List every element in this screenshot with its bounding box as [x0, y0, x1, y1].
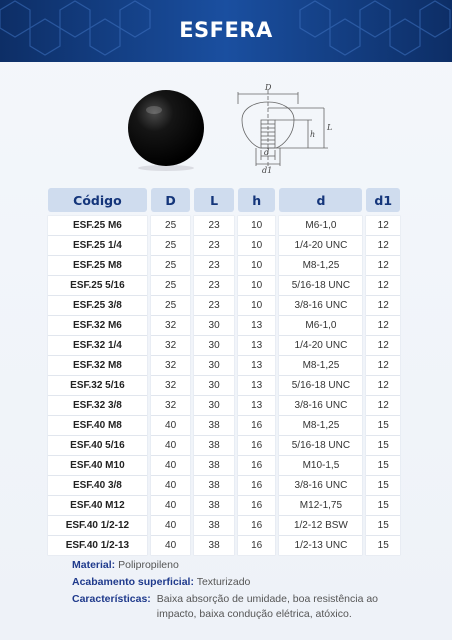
cell-d: 3/8-16 UNC	[279, 296, 362, 315]
cell-L: 38	[194, 436, 234, 455]
cell-d1: 12	[366, 316, 400, 335]
cell-d1: 12	[366, 296, 400, 315]
cell-d1: 12	[366, 336, 400, 355]
cell-d1: 15	[366, 536, 400, 555]
cell-D: 25	[151, 216, 191, 235]
cell-h: 10	[238, 276, 276, 295]
cell-h: 10	[238, 236, 276, 255]
cell-h: 13	[238, 316, 276, 335]
cell-codigo: ESF.32 1/4	[48, 336, 147, 355]
cell-codigo: ESF.32 5/16	[48, 376, 147, 395]
cell-d1: 12	[366, 236, 400, 255]
cell-L: 30	[194, 376, 234, 395]
cell-d1: 12	[366, 356, 400, 375]
cell-D: 32	[151, 376, 191, 395]
cell-d: M10-1,5	[279, 456, 362, 475]
cell-d: 5/16-18 UNC	[279, 276, 362, 295]
table-row	[48, 456, 400, 475]
table-row	[48, 236, 400, 255]
material-value: Polipropileno	[118, 559, 179, 571]
table-row	[48, 356, 400, 375]
cell-L: 38	[194, 476, 234, 495]
cell-codigo: ESF.25 1/4	[48, 236, 147, 255]
table-row	[48, 536, 400, 555]
cell-d1: 12	[366, 276, 400, 295]
table-row	[48, 476, 400, 495]
cell-d1: 12	[366, 216, 400, 235]
cell-codigo: ESF.40 M8	[48, 416, 147, 435]
technical-drawing	[232, 80, 352, 174]
cell-d: M12-1,75	[279, 496, 362, 515]
cell-h: 16	[238, 456, 276, 475]
table-row	[48, 416, 400, 435]
cell-codigo: ESF.25 5/16	[48, 276, 147, 295]
cell-d: 1/2-12 BSW	[279, 516, 362, 535]
cell-h: 10	[238, 256, 276, 275]
cell-D: 40	[151, 476, 191, 495]
cell-D: 40	[151, 456, 191, 475]
cell-h: 10	[238, 216, 276, 235]
cell-D: 40	[151, 536, 191, 555]
cell-d1: 12	[366, 376, 400, 395]
sphere-knob-image	[124, 88, 208, 172]
col-header-L: L	[194, 188, 234, 212]
cell-h: 10	[238, 296, 276, 315]
cell-L: 38	[194, 496, 234, 515]
table-row	[48, 276, 400, 295]
cell-h: 16	[238, 416, 276, 435]
cell-D: 32	[151, 356, 191, 375]
table-row	[48, 256, 400, 275]
label-L: L	[327, 123, 333, 132]
cell-h: 13	[238, 396, 276, 415]
cell-codigo: ESF.25 M8	[48, 256, 147, 275]
cell-d: 1/4-20 UNC	[279, 236, 362, 255]
col-header-h: h	[238, 188, 276, 212]
page-title: ESFERA	[179, 18, 273, 42]
finish-value: Texturizado	[196, 576, 251, 588]
cell-L: 38	[194, 516, 234, 535]
cell-d1: 15	[366, 516, 400, 535]
table-row	[48, 216, 400, 235]
cell-L: 38	[194, 456, 234, 475]
cell-d1: 15	[366, 476, 400, 495]
specs-table	[48, 188, 400, 556]
table-row	[48, 336, 400, 355]
cell-D: 32	[151, 316, 191, 335]
col-header-d1: d1	[366, 188, 400, 212]
cell-d: 3/8-16 UNC	[279, 396, 362, 415]
cell-L: 38	[194, 536, 234, 555]
cell-D: 32	[151, 396, 191, 415]
label-h: h	[310, 130, 316, 139]
cell-L: 30	[194, 336, 234, 355]
cell-h: 16	[238, 536, 276, 555]
cell-d1: 15	[366, 496, 400, 515]
cell-d: 1/4-20 UNC	[279, 336, 362, 355]
cell-codigo: ESF.25 M6	[48, 216, 147, 235]
cell-d: M8-1,25	[279, 356, 362, 375]
table-row	[48, 436, 400, 455]
cell-D: 32	[151, 336, 191, 355]
table-header	[48, 188, 400, 212]
cell-L: 30	[194, 316, 234, 335]
cell-d1: 15	[366, 456, 400, 475]
cell-codigo: ESF.32 3/8	[48, 396, 147, 415]
col-header-codigo: Código	[48, 188, 147, 212]
cell-h: 13	[238, 356, 276, 375]
table-row	[48, 296, 400, 315]
cell-D: 40	[151, 496, 191, 515]
label-D: D	[265, 83, 272, 92]
cell-L: 23	[194, 296, 234, 315]
material-info	[72, 558, 402, 624]
cell-h: 13	[238, 376, 276, 395]
cell-h: 16	[238, 516, 276, 535]
col-header-d: d	[279, 188, 362, 212]
table-body	[48, 216, 400, 555]
cell-d1: 12	[366, 396, 400, 415]
cell-d: M8-1,25	[279, 416, 362, 435]
cell-codigo: ESF.40 5/16	[48, 436, 147, 455]
cell-L: 23	[194, 256, 234, 275]
table-row	[48, 396, 400, 415]
finish-label: Acabamento superficial:	[72, 576, 194, 588]
cell-d: M6-1,0	[279, 316, 362, 335]
material-label: Material:	[72, 559, 116, 571]
table-row	[48, 496, 400, 515]
cell-L: 38	[194, 416, 234, 435]
cell-codigo: ESF.40 1/2-13	[48, 536, 147, 555]
cell-d1: 15	[366, 416, 400, 435]
cell-codigo: ESF.40 M10	[48, 456, 147, 475]
cell-L: 30	[194, 396, 234, 415]
cell-D: 40	[151, 516, 191, 535]
cell-d: 5/16-18 UNC	[279, 376, 362, 395]
cell-d: M8-1,25	[279, 256, 362, 275]
cell-L: 23	[194, 236, 234, 255]
label-d1: d1	[262, 166, 273, 174]
cell-L: 23	[194, 216, 234, 235]
label-d: d	[264, 148, 270, 157]
cell-d: 5/16-18 UNC	[279, 436, 362, 455]
table-row	[48, 316, 400, 335]
cell-L: 30	[194, 356, 234, 375]
cell-d: 1/2-13 UNC	[279, 536, 362, 555]
cell-d1: 12	[366, 256, 400, 275]
cell-d1: 15	[366, 436, 400, 455]
cell-codigo: ESF.40 3/8	[48, 476, 147, 495]
cell-h: 16	[238, 476, 276, 495]
cell-codigo: ESF.40 M12	[48, 496, 147, 515]
cell-h: 16	[238, 496, 276, 515]
cell-codigo: ESF.32 M8	[48, 356, 147, 375]
cell-D: 40	[151, 436, 191, 455]
cell-codigo: ESF.25 3/8	[48, 296, 147, 315]
header-banner	[0, 0, 452, 62]
cell-D: 25	[151, 276, 191, 295]
cell-d: M6-1,0	[279, 216, 362, 235]
cell-D: 25	[151, 236, 191, 255]
table-row	[48, 376, 400, 395]
characteristics-value: Baixa absorção de umidade, boa resistência ao impacto, baixa condução elétrica, atóxico.	[156, 593, 379, 620]
table-row	[48, 516, 400, 535]
cell-D: 25	[151, 256, 191, 275]
cell-D: 25	[151, 296, 191, 315]
cell-D: 40	[151, 416, 191, 435]
cell-L: 23	[194, 276, 234, 295]
cell-codigo: ESF.40 1/2-12	[48, 516, 147, 535]
characteristics-label: Características:	[72, 593, 151, 605]
cell-d: 3/8-16 UNC	[279, 476, 362, 495]
cell-codigo: ESF.32 M6	[48, 316, 147, 335]
col-header-D: D	[151, 188, 191, 212]
cell-h: 13	[238, 336, 276, 355]
cell-h: 16	[238, 436, 276, 455]
